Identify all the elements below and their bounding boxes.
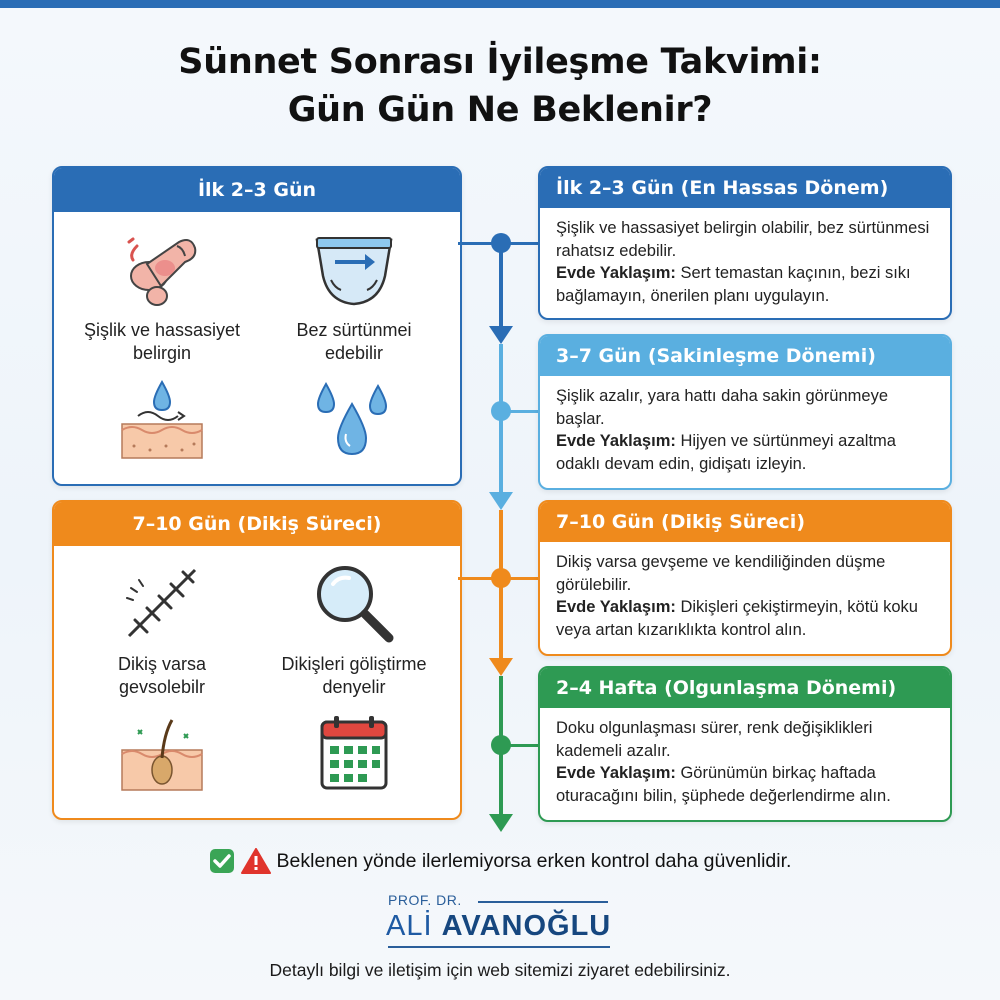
stage-card-body [540, 708, 950, 807]
diaper-icon [309, 224, 399, 314]
caption-line: edebilir [324, 343, 384, 363]
home-approach-text: Hijyen ve sürtünmeyi azaltma odaklı devam edin, gidişatı izleyin. [556, 432, 896, 473]
stitches-icon [117, 558, 207, 648]
magnifier-icon [309, 558, 399, 648]
check-icon [209, 848, 235, 874]
footer-text: Detaylı bilgi ve iletişim için web sitemizi ziyaret edebilirsiniz. [269, 960, 731, 980]
left-panel-header: İlk 2–3 Gün [54, 168, 460, 212]
icon-cell [62, 558, 262, 699]
left-panel-first-days [52, 166, 462, 486]
home-approach-text: Görünümün birkaç haftada oturacağını bilin, şüphede değerlendirme alın. [556, 764, 891, 805]
timeline-dot [491, 568, 511, 588]
title-line-1: Sünnet Sonrası İyileşme Takvimi: [178, 42, 822, 82]
stage-card-header: İlk 2–3 Gün (En Hassas Dönem) [540, 168, 950, 208]
icon-cell [62, 224, 262, 365]
timeline-arrow [489, 326, 513, 344]
stage-card-body [540, 376, 950, 475]
signature-divider [478, 901, 608, 903]
page-title [0, 38, 1000, 134]
stage-card-first-days [538, 166, 952, 320]
stage-card-header: 2–4 Hafta (Olgunlaşma Dönemi) [540, 668, 950, 708]
stage-card-header: 3–7 Gün (Sakinleşme Dönemi) [540, 336, 950, 376]
stage-card-stitches [538, 500, 952, 656]
stage-description: Doku olgunlaşması sürer, renk değişiklikleri kademeli azalır. [556, 719, 873, 760]
signature-underline [388, 946, 610, 948]
timeline-arrow [489, 814, 513, 832]
timeline-dot [491, 735, 511, 755]
stage-card-maturation [538, 666, 952, 822]
skin-hair-icon [112, 710, 212, 798]
timeline-dot [491, 233, 511, 253]
calendar-icon [304, 710, 404, 798]
stage-description: Şişlik ve hassasiyet belirgin olabilir, bez sürtünmesi rahatsız edebilir. [556, 219, 930, 260]
timeline-dot [491, 401, 511, 421]
top-accent-bar [0, 0, 1000, 8]
stage-description: Dikiş varsa gevşeme ve kendiliğinden düşme görülebilir. [556, 553, 886, 594]
warning-note [0, 846, 1000, 875]
warning-icon [241, 848, 271, 874]
left-panel-stitch-phase [52, 500, 462, 820]
stage-card-header: 7–10 Gün (Dikiş Süreci) [540, 502, 950, 542]
caption-line: belirgin [132, 343, 192, 363]
caption-line: Şişlik ve hassasiyet [83, 320, 241, 340]
icon-cell [254, 376, 454, 469]
stage-card-body [540, 542, 950, 641]
home-approach-text: Dikişleri çekiştirmeyin, kötü koku veya artan kızarıklıkta kontrol alın. [556, 598, 918, 639]
timeline-arrow [489, 492, 513, 510]
signature-title: PROF. DR. [388, 892, 462, 908]
icon-cell [254, 710, 454, 803]
signature-name [386, 910, 611, 943]
signature-last-name: AVANOĞLU [441, 910, 612, 942]
icon-cell [254, 224, 454, 365]
caption-line: Dikiş varsa [117, 654, 206, 674]
water-drops-icon [304, 376, 404, 464]
stage-card-body [540, 208, 950, 307]
caption-line: Bez sürtünmei [296, 320, 412, 340]
title-line-2: Gün Gün Ne Beklenir? [287, 90, 713, 130]
icon-cell [62, 376, 262, 469]
signature-first-name: ALİ [386, 910, 433, 942]
timeline-arrow [489, 658, 513, 676]
home-approach-label: Evde Yaklaşım: [556, 432, 676, 450]
caption-line: denyelir [322, 677, 386, 697]
caption-line: gevsolebilr [118, 677, 206, 697]
icon-cell [254, 558, 454, 699]
penis-swelling-icon [117, 224, 207, 314]
home-approach-label: Evde Yaklaşım: [556, 264, 676, 282]
note-text: Beklenen yönde ilerlemiyorsa erken kontrol daha güvenlidir. [276, 849, 792, 872]
stage-card-calming [538, 334, 952, 490]
home-approach-label: Evde Yaklaşım: [556, 598, 676, 616]
skin-droplet-icon [112, 376, 212, 464]
timeline-segment-blue [499, 244, 503, 336]
left-panel-header: 7–10 Gün (Dikiş Süreci) [54, 502, 460, 546]
home-approach-label: Evde Yaklaşım: [556, 764, 676, 782]
home-approach-text: Sert temastan kaçının, bezi sıkı bağlamayın, önerilen planı uygulayın. [556, 264, 911, 305]
stage-description: Şişlik azalır, yara hattı daha sakin görünmeye başlar. [556, 387, 889, 428]
icon-cell [62, 710, 262, 803]
caption-line: Dikişleri göliştirme [281, 654, 427, 674]
